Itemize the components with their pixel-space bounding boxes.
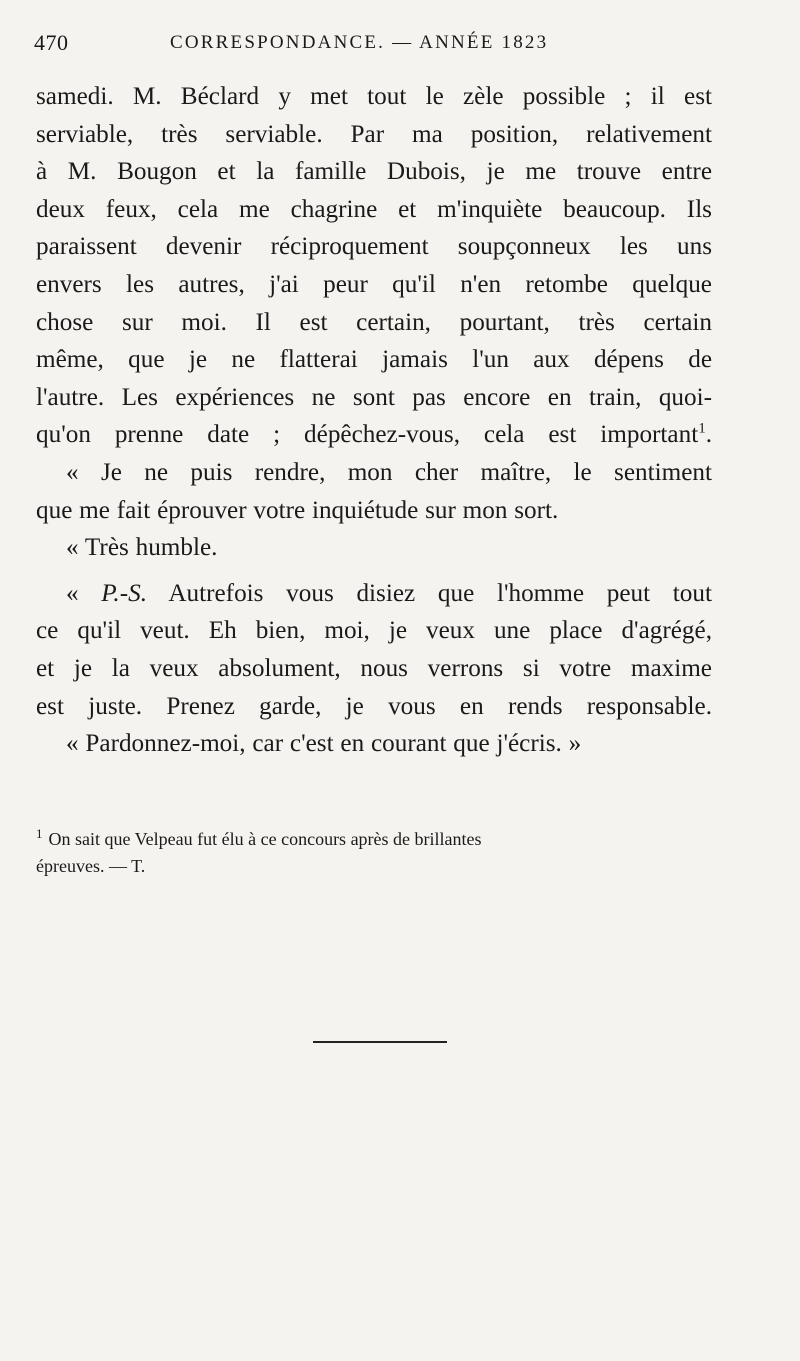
body-line-10: qu'on prenne date ; dépêchez-vous, cela est important$^1$. xyxy=(36,420,712,449)
footnote xyxy=(36,826,720,880)
running-title: CORRESPONDANCE. — ANNÉE 1823 xyxy=(170,32,549,53)
body-line-6: envers les autres, j'ai peur qu'il n'en retombe quelque xyxy=(36,270,712,298)
body-line-1: samedi. M. Béclard y met tout le zèle possible ; il est xyxy=(36,83,712,110)
body-line-7: chose sur moi. Il est certain, pourtant, très certain xyxy=(36,308,712,336)
body-line-10-text: qu'on prenne date ; dépêchez-vous, cela est important xyxy=(36,421,699,449)
footnote-number: 1 xyxy=(36,826,43,841)
section-divider xyxy=(313,1041,447,1043)
body-line-8: même, que je ne flatterai jamais l'un aux dépens de xyxy=(36,346,712,374)
ps-line-4: est juste. Prenez garde, je vous en rends responsable. xyxy=(36,692,712,720)
footnote-text-1: On sait que Velpeau fut élu à ce concours après de brillantes xyxy=(48,829,482,849)
paragraph-gap xyxy=(36,567,712,575)
closing-line: « Très humble. xyxy=(66,534,218,562)
letter-body xyxy=(36,78,712,763)
page-number: 470 xyxy=(34,30,69,55)
ps-open-quote: « xyxy=(66,579,79,607)
body-line-12: que me fait éprouver votre inquiétude sur mon sort. xyxy=(36,496,559,524)
body-line-4: deux feux, cela me chagrine et m'inquiète beaucoup. Ils xyxy=(36,195,712,223)
final-line: « Pardonnez-moi, car c'est en courant que j'écris. » xyxy=(66,730,582,758)
ps-line-3: et je la veux absolument, nous verrons si votre maxime xyxy=(36,654,712,682)
ps-line-2: ce qu'il veut. Eh bien, moi, je veux une place d'agrégé, xyxy=(36,617,712,645)
body-line-9: l'autre. Les expériences ne sont pas encore en train, quoi- xyxy=(36,383,712,411)
footnote-text-2: épreuves. — T. xyxy=(36,856,146,876)
ps-line-1-text: Autrefois vous disiez que l'homme peut tout xyxy=(168,579,712,607)
ps-line-1 xyxy=(36,575,712,613)
body-line-11: « Je ne puis rendre, mon cher maître, le sentiment xyxy=(66,458,712,486)
footnote-line-1 xyxy=(36,826,720,853)
footnote-line-2 xyxy=(36,853,720,880)
body-line-5: paraissent devenir réciproquement soupçonneux les uns xyxy=(36,233,712,261)
footnote-line-1-wrap xyxy=(36,826,482,853)
running-head xyxy=(34,30,734,64)
footnote-reference: 1 xyxy=(698,420,706,437)
ps-label: P.-S. xyxy=(101,579,148,607)
body-line-3: à M. Bougon et la famille Dubois, je me trouve entre xyxy=(36,158,712,186)
body-line-2: serviable, très serviable. Par ma position, relativement xyxy=(36,120,712,148)
